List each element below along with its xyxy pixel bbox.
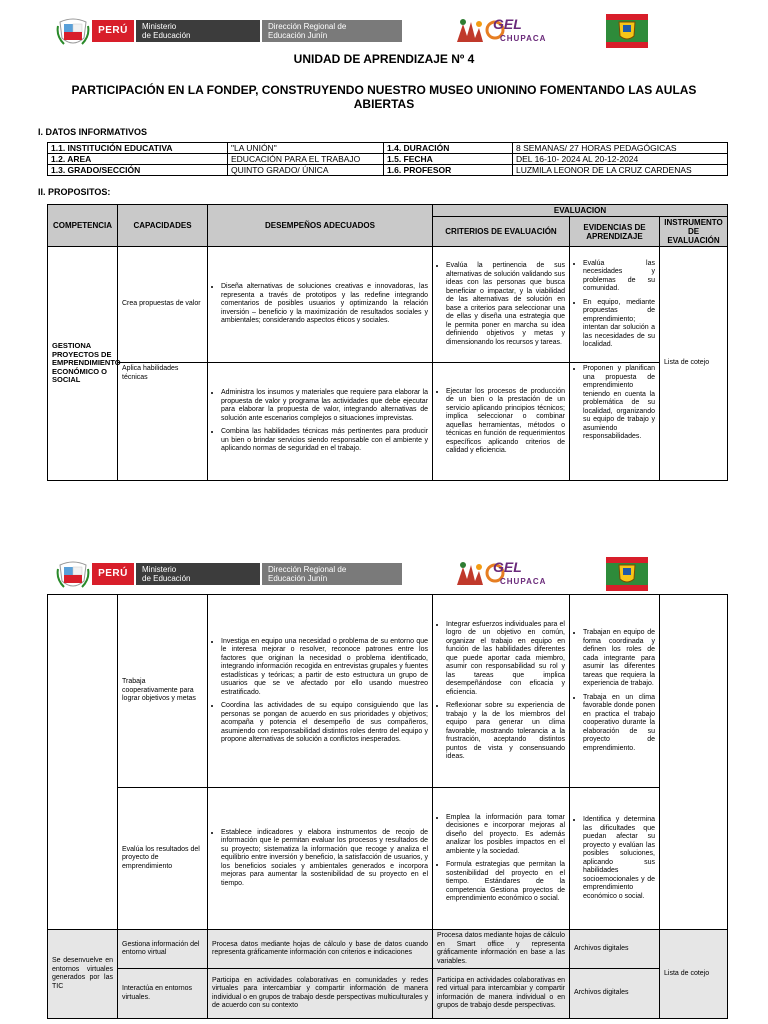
- datos-value: LUZMILA LEONOR DE LA CRUZ CARDENAS: [513, 165, 728, 176]
- desempeno-item: • Coordina las actividades de su equipo consiguiendo que las personas se pongan de acuerdo en sus prioridades y objetivos; acompaña y potencia el desempeño de sus compañeros, asumiendo con responsabilidad distintos roles dentro del equipo y propone alternativas de solución a conflictos inesperados.: [221, 702, 428, 745]
- datos-row: [48, 154, 728, 165]
- ministry-label: [136, 563, 260, 585]
- capacidad-cell: Aplica habilidades técnicas: [118, 363, 208, 481]
- table-row: [48, 595, 728, 788]
- page2-header: [0, 555, 768, 595]
- datos-table: [47, 142, 728, 176]
- datos-value: EDUCACIÓN PARA EL TRABAJO: [228, 154, 384, 165]
- criterio-cell: [433, 595, 570, 788]
- instrumento-cell: [660, 595, 728, 930]
- desempeno-cell: [208, 247, 433, 363]
- table-row: [48, 930, 728, 969]
- datos-row: [48, 165, 728, 176]
- datos-value: 8 SEMANAS/ 27 HORAS PEDAGÓGICAS: [513, 143, 728, 154]
- evidencia-item: • Trabajan en equipo de forma coordinada y definen los roles de cada integrante para asumir las diferentes tareas que requiera la experiencia de trabajo.: [583, 629, 655, 689]
- evidencia-cell: [570, 247, 660, 363]
- datos-label: 1.4. DURACIÓN: [384, 143, 513, 154]
- dre-line1: Dirección Regional de: [268, 22, 347, 31]
- capacidad-cell: Trabaja cooperativamente para lograr objetivos y metas: [118, 595, 208, 788]
- desempeno-item: • Administra los insumos y materiales que requiere para elaborar la propuesta de valor y programa las actividades que debe ejecutar para elaborar la propuesta de valor, integrando alternativas de solución ante escenarios complejos o situaciones imprevistas.: [221, 389, 428, 423]
- datos-row: [48, 143, 728, 154]
- criterio-item: • Evalúa la pertinencia de sus alternativas de solución validando sus ideas con las personas que busca beneficiar o impactar, y la viabilidad de las alternativas de solución en base a criterios para seleccionar una de ellas y diseña una estrategia que le permita poner en marcha su idea definiendo objetivos y metas y dimensionando los recursos y tareas.: [446, 262, 565, 347]
- col-evaluacion: EVALUACION: [433, 205, 728, 217]
- col-instrumento: INSTRUMENTO DE EVALUACIÓN: [660, 217, 728, 247]
- table-row: [48, 363, 728, 481]
- competencia-cell: GESTIONA PROYECTOS DE EMPRENDIMIENTO ECONÓMICO O SOCIAL: [48, 247, 118, 481]
- datos-label: 1.5. FECHA: [384, 154, 513, 165]
- school-emblem-icon: [606, 14, 648, 48]
- datos-label: 1.3. GRADO/SECCIÓN: [48, 165, 228, 176]
- ugel-label: GEL: [493, 559, 522, 575]
- evidencia-item: • Identifica y determina las dificultades que puedan afectar su proyecto y evalúan las posibles soluciones, aplicando sus habilidades socioemocionales y de emprendimiento económico o social.: [583, 816, 655, 901]
- criterio-cell: Participa en actividades colaborativas en red virtual para intercambiar y compartir información de manera individual o en grupos de trabajo desde perspectivas.: [433, 969, 570, 1019]
- ministry-line1: Ministerio: [142, 565, 177, 574]
- desempeno-cell: Participa en actividades colaborativas en comunidades y redes virtuales para intercambiar y compartir información de manera individual o en grupos de trabajo desde perspectivas multiculturales y de acuerdo con su contexto: [208, 969, 433, 1019]
- evidencia-item: • Proponen y planifican una propuesta de emprendimiento teniendo en cuenta la problemática de su localidad, organizando su equipo de trabajo y asumiendo responsabilidades.: [583, 365, 655, 442]
- datos-value: "LA UNIÓN": [228, 143, 384, 154]
- propositos-heading: II. PROPOSITOS:: [38, 187, 111, 197]
- competencia-cell: [48, 595, 118, 930]
- criterio-cell: [433, 363, 570, 481]
- instrumento-cell: Lista de cotejo: [660, 930, 728, 1019]
- table-row: [48, 969, 728, 1019]
- dre-label: [262, 20, 402, 42]
- capacidad-cell: Crea propuestas de valor: [118, 247, 208, 363]
- evidencia-item: • En equipo, mediante propuestas de emprendimiento; intentan dar solución a las necesidades de su localidad.: [583, 299, 655, 350]
- table-row: [48, 247, 728, 363]
- col-criterios: CRITERIOS DE EVALUACIÓN: [433, 217, 570, 247]
- col-capacidades: CAPACIDADES: [118, 205, 208, 247]
- school-emblem-icon: [606, 557, 648, 591]
- ministry-line2: de Educación: [142, 31, 191, 40]
- competencia-cell: Se desenvuelve en entornos virtuales generados por las TIC: [48, 930, 118, 1019]
- evidencia-cell: [570, 788, 660, 930]
- page1-header: [0, 12, 768, 52]
- desempeno-item: • Combina las habilidades técnicas más pertinentes para producir un bien o brindar servicios siendo responsable con el ambiente y aplicando normas de seguridad en el trabajo.: [221, 428, 428, 454]
- dre-label: [262, 563, 402, 585]
- desempeno-item: • Diseña alternativas de soluciones creativas e innovadoras, las representa a través de prototipos y las redefine integrando comentarios de posibles usuarios y optimizando la relación inversión – beneficio y la maximización de resultados sociales y ambientales; considerando aspectos éticos y sociales.: [221, 283, 428, 326]
- criterio-item: • Ejecutar los procesos de producción de un bien o la prestación de un servicio aplicando principios técnicos; implica seleccionar o combinar aquellas herramientas, métodos o técnicas en función de requerimientos específicos aplicando criterios de calidad y eficiencia.: [446, 388, 565, 456]
- capacidad-cell: Interactúa en entornos virtuales.: [118, 969, 208, 1019]
- peru-coat-of-arms-icon: [56, 559, 90, 591]
- dre-line2: Educación Junín: [268, 31, 328, 40]
- ministry-label: [136, 20, 260, 42]
- dre-line1: Dirección Regional de: [268, 565, 347, 574]
- ugel-label: GEL: [493, 16, 522, 32]
- datos-value: DEL 16-10- 2024 AL 20-12-2024: [513, 154, 728, 165]
- peru-label: PERÚ: [92, 563, 134, 585]
- ugel-sub-label: CHUPACA: [500, 34, 547, 43]
- criterio-item: • Emplea la información para tomar decisiones e incorporar mejoras al diseño del proyecto. Es además analizar los posibles impactos en el ambiente y la sociedad.: [446, 814, 565, 857]
- desempeno-cell: [208, 595, 433, 788]
- datos-heading: I. DATOS INFORMATIVOS: [38, 127, 148, 137]
- evidencia-cell: [570, 595, 660, 788]
- ministry-line1: Ministerio: [142, 22, 177, 31]
- dre-line2: Educación Junín: [268, 574, 328, 583]
- ministry-line2: de Educación: [142, 574, 191, 583]
- evidencia-cell: Archivos digitales: [570, 930, 660, 969]
- criterio-cell: [433, 788, 570, 930]
- evidencia-item: • Trabaja en un clima favorable donde ponen en practica el trabajo cooperativo durante la elaboración de su proyecto de emprendimiento.: [583, 694, 655, 754]
- datos-label: 1.1. INSTITUCIÓN EDUCATIVA: [48, 143, 228, 154]
- desempeno-item: • Establece indicadores y elabora instrumentos de recojo de información que le permitan evaluar los procesos y resultados de su proyecto; sistematiza la información que recoge y analiza el equilibrio entre inversión y beneficio, la satisfacción de usuarios, y los beneficios sociales y ambientales generados e incorpora mejoras para aumentar la sostenibilidad de su proyecto en el tiempo.: [221, 829, 428, 889]
- col-competencia: COMPETENCIA: [48, 205, 118, 247]
- evidencia-cell: [570, 363, 660, 481]
- desempeno-cell: [208, 363, 433, 481]
- propositos-table: [47, 204, 728, 481]
- criterio-cell: [433, 247, 570, 363]
- criterio-item: • Integrar esfuerzos individuales para el logro de un objetivo en común, organizar el trabajo en equipo en función de las habilidades diferentes que puede aportar cada miembro, asumir con responsabilidad su rol y las tareas que implica desempeñándose con eficacia y eficiencia.: [446, 621, 565, 698]
- table-row: [48, 788, 728, 930]
- capacidad-cell: Evalúa los resultados del proyecto de emprendimiento: [118, 788, 208, 930]
- desempeno-cell: [208, 788, 433, 930]
- page-title: UNIDAD DE APRENDIZAJE Nº 4: [293, 52, 475, 66]
- page-subtitle: PARTICIPACIÓN EN LA FONDEP, CONSTRUYENDO NUESTRO MUSEO UNIONINO FOMENTANDO LAS AULAS ABIERTAS: [71, 83, 697, 111]
- desempeno-cell: Procesa datos mediante hojas de cálculo y base de datos cuando representa gráficamente información con criterios e indicaciones: [208, 930, 433, 969]
- criterio-item: • Formula estrategias que permitan la sostenibilidad del proyecto en el tiempo. Estándares de la competencia Gestiona proyectos de emprendimiento económico o social.: [446, 861, 565, 904]
- col-desempenos: DESEMPEÑOS ADECUADOS: [208, 205, 433, 247]
- datos-value: QUINTO GRADO/ ÚNICA: [228, 165, 384, 176]
- criterio-cell: Procesa datos mediante hojas de cálculo en Smart office y representa gráficamente información en base a las variables.: [433, 930, 570, 969]
- propositos-table-continued: [47, 594, 728, 1019]
- ugel-sub-label: CHUPACA: [500, 577, 547, 586]
- datos-label: 1.2. AREA: [48, 154, 228, 165]
- evidencia-cell: Archivos digitales: [570, 969, 660, 1019]
- peru-coat-of-arms-icon: [56, 16, 90, 48]
- peru-label: PERÚ: [92, 20, 134, 42]
- capacidad-cell: Gestiona información del entorno virtual: [118, 930, 208, 969]
- evidencia-item: • Evalúa las necesidades y problemas de su comunidad.: [583, 260, 655, 294]
- col-evidencias: EVIDENCIAS DE APRENDIZAJE: [570, 217, 660, 247]
- instrumento-cell: Lista de cotejo: [660, 247, 728, 481]
- criterio-item: • Reflexionar sobre su experiencia de trabajo y la de los miembros del equipo para generar un clima favorable, mostrando tolerancia a la frustración, aceptando distintos puntos de vista y consensuando ideas.: [446, 702, 565, 762]
- desempeno-item: • Investiga en equipo una necesidad o problema de su entorno que le interesa mejorar o resolver, reconoce patrones entre los factores que originan la necesidad o problema identificado, integrando información recogida en entrevistas grupales y fuentes estadísticas y teóricas; a partir de esto estructura un grupo de usuarios que se ve afectado por ello usando muestreo estratificado.: [221, 638, 428, 698]
- datos-label: 1.6. PROFESOR: [384, 165, 513, 176]
